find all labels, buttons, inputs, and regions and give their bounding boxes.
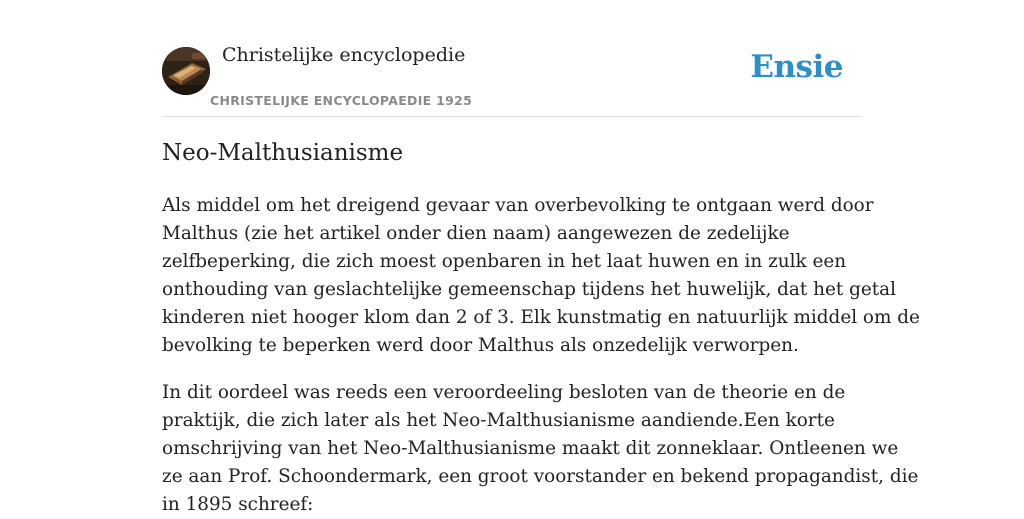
article-paragraph (162, 192, 920, 360)
paragraph-line: zelfbeperking, die zich moest openbaren in het laat huwen en in zulk een (162, 251, 847, 272)
paragraph-line: Malthus (zie het artikel onder dien naam) aangewezen de zedelijke (162, 223, 790, 244)
avatar[interactable] (162, 47, 210, 95)
paragraph-line: kinderen niet hooger klom dan 2 of 3. Elk kunstmatig en natuurlijk middel om de (162, 307, 920, 328)
paragraph-line: In dit oordeel was reeds een veroordeeling besloten van de theorie en de (162, 382, 846, 403)
article-paragraph (162, 379, 919, 519)
paragraph-line: omschrijving van het Neo-Malthusianisme maakt dit zonneklaar. Ontleenen we (162, 438, 899, 459)
paragraph-line: Als middel om het dreigend gevaar van overbevolking te ontgaan werd door (162, 195, 874, 216)
page (162, 0, 920, 515)
article-title: Neo-Malthusianisme (162, 140, 404, 166)
paragraph-line: ze aan Prof. Schoondermark, een groot voorstander en bekend propagandist, die (162, 466, 919, 487)
site-name[interactable]: Christelijke encyclopedie (222, 44, 466, 66)
brand-logo[interactable]: Ensie (750, 49, 843, 85)
site-subtitle[interactable]: CHRISTELIJKE ENCYCLOPAEDIE 1925 (210, 93, 473, 108)
book-photo-icon (162, 47, 210, 95)
site-header (162, 0, 862, 117)
paragraph-line: onthouding van geslachtelijke gemeenschap tijdens het huwelijk, dat het getal (162, 279, 896, 300)
paragraph-line: in 1895 schreef: (162, 494, 314, 515)
paragraph-line: bevolking te beperken werd door Malthus als onzedelijk verworpen. (162, 335, 799, 356)
paragraph-line: praktijk, die zich later als het Neo-Malthusianisme aandiende.Een korte (162, 410, 835, 431)
